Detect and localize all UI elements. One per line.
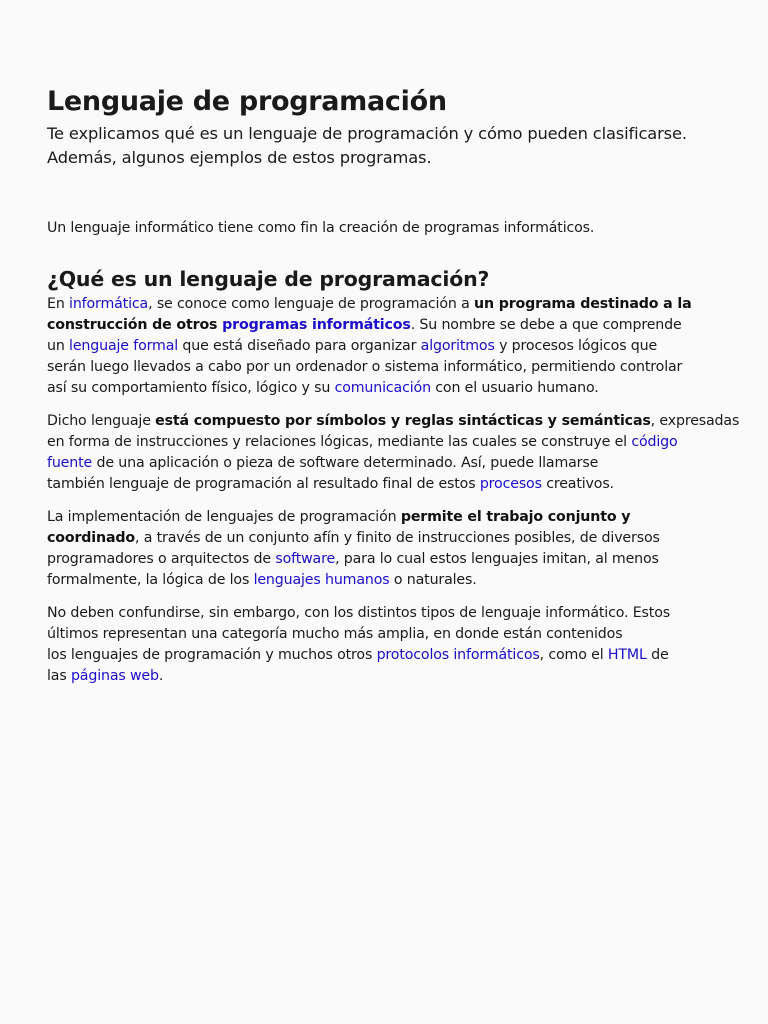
link-informatica[interactable]: informática [69,296,149,312]
text-run: creativos. [541,476,614,492]
text-run: en forma de instrucciones y relaciones lógicas, mediante las cuales se construye el [47,434,632,450]
link-codigo-fuente[interactable]: código [631,434,678,450]
text-run: un [47,338,70,354]
intro-paragraph: Un lenguaje informático tiene como fin la creación de programas informáticos. [47,220,595,236]
paragraph-line [47,432,727,453]
text-run: de [646,647,669,663]
text-run: o naturales. [389,572,477,588]
bold-text: construcción de otros [47,317,223,333]
link-comunicacion[interactable]: comunicación [334,380,431,396]
link-paginas-web[interactable]: páginas web [70,668,159,684]
paragraph-line [47,315,727,336]
text-run: , expresadas [650,413,740,429]
link-lenguaje-formal[interactable]: lenguaje formal [69,338,179,354]
link-procesos[interactable]: procesos [479,476,542,492]
text-run: , a través de un conjunto afín y finito de instrucciones posibles, de diversos [135,530,660,546]
paragraph-4 [47,603,727,687]
paragraph-2 [47,411,740,495]
text-run: En [47,296,70,312]
text-run: , se conoce como lenguaje de programación a [148,296,474,312]
bold-text: coordinado [47,530,135,546]
paragraph-line [47,474,727,495]
paragraph-line [47,294,727,315]
paragraph-line [47,453,727,474]
bold-text: un programa destinado a la [474,296,692,312]
text-run: las [47,668,71,684]
paragraph-line [47,378,727,399]
paragraph-line: últimos representan una categoría mucho más amplia, en donde están contenidos [47,626,623,642]
bold-text: está compuesto por símbolos y reglas sintácticas y semánticas [155,413,651,429]
link-programas-informaticos[interactable] [222,317,411,333]
text-run: , para lo cual estos lenguajes imitan, al menos [335,551,659,567]
text-run: . [158,668,164,684]
paragraph-line [47,528,727,549]
text-run: también lenguaje de programación al resultado final de estos [47,476,480,492]
link-label: programas informáticos [222,317,411,333]
section-body [47,294,740,699]
text-run: así su comportamiento físico, lógico y su [47,380,335,396]
link-algoritmos[interactable]: algoritmos [420,338,495,354]
text-run: Dicho lenguaje [47,413,156,429]
paragraph-line [47,411,740,432]
link-protocolos-informaticos[interactable]: protocolos informáticos [376,647,540,663]
section-heading: ¿Qué es un lenguaje de programación? [47,267,490,291]
paragraph-line: No deben confundirse, sin embargo, con los distintos tipos de lenguaje informático. Estos [47,605,670,621]
text-run: que está diseñado para organizar [178,338,421,354]
paragraph-line [47,507,727,528]
link-codigo-fuente[interactable]: fuente [47,455,93,471]
paragraph-line [47,570,727,591]
text-run: programadores o arquitectos de [47,551,276,567]
page-subtitle: Te explicamos qué es un lenguaje de programación y cómo pueden clasificarse. Además, algunos ejemplos de estos programas. [47,124,687,167]
paragraph-line [47,666,727,687]
text-run: de una aplicación o pieza de software determinado. Así, puede llamarse [92,455,599,471]
link-html[interactable]: HTML [607,647,647,663]
text-run: . Su nombre se debe a que comprende [410,317,682,333]
text-run: y procesos lógicos que [494,338,658,354]
page-title: Lenguaje de programación [47,86,447,117]
text-run: , como el [539,647,608,663]
paragraph-3 [47,507,727,591]
link-software[interactable]: software [275,551,336,567]
bold-text: permite el trabajo conjunto y [400,509,631,525]
text-run: La implementación de lenguajes de programación [47,509,401,525]
text-run: los lenguajes de programación y muchos otros [47,647,377,663]
paragraph-line [47,549,727,570]
paragraph-line: serán luego llevados a cabo por un ordenador o sistema informático, permitiendo controlar [47,359,683,375]
text-run: formalmente, la lógica de los [47,572,254,588]
link-lenguajes-humanos[interactable]: lenguajes humanos [253,572,390,588]
paragraph-1 [47,294,727,399]
paragraph-line [47,645,727,666]
text-run: con el usuario humano. [430,380,599,396]
paragraph-line [47,336,727,357]
